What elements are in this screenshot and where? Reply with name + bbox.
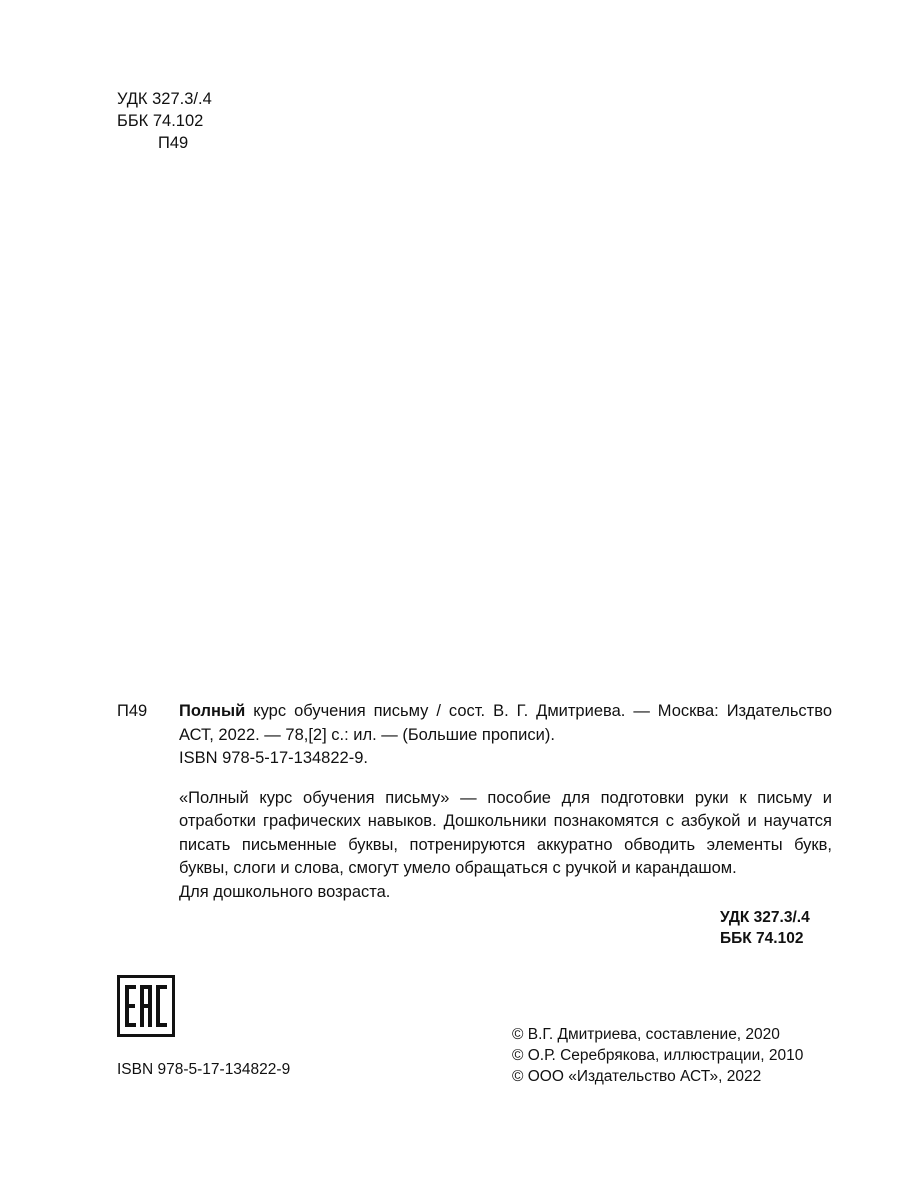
copyright-line: © В.Г. Дмитриева, составление, 2020 (512, 1026, 780, 1043)
udk-code: УДК 327.3/.4 (720, 909, 810, 926)
annotation: «Полный курс обучения письму» — пособие для подготовки руки к письму и отработки графических навыков. Дошкольники познакомятся с азбукой и научатся писать письменные буквы, потренируются аккуратно обводить элементы букв, буквы, слоги и слова, смогут умело обращаться с ручкой и карандашом. (179, 788, 832, 877)
title-bold: Полный (179, 702, 246, 720)
udk-code: УДК 327.3/.4 (117, 90, 212, 108)
isbn-bottom: ISBN 978-5-17-134822-9 (117, 1061, 291, 1078)
classification-block-top (117, 88, 212, 154)
isbn-line: ISBN 978-5-17-134822-9. (179, 749, 368, 767)
age-rating: Для дошкольного возраста. (179, 882, 391, 901)
bbk-code: ББК 74.102 (117, 112, 204, 130)
bbk-code: ББК 74.102 (720, 930, 804, 947)
copyright-line: © О.Р. Серебрякова, иллюстрации, 2010 (512, 1047, 804, 1064)
classification-block-bottom (720, 907, 810, 949)
author-mark: П49 (158, 134, 189, 152)
bibliographic-body (179, 700, 832, 904)
eac-mark-icon (117, 975, 175, 1037)
entry-text: курс обучения письму / сост. В. Г. Дмитриева. — Москва: Издательство АСТ, 2022. — 78,[2] с.: ил. — (Большие прописи). (179, 702, 832, 744)
bibliographic-entry (179, 700, 832, 747)
copyright-line: © ООО «Издательство АСТ», 2022 (512, 1068, 762, 1085)
copyright-block (512, 1024, 803, 1087)
bibliographic-record (117, 700, 832, 904)
author-mark: П49 (117, 702, 148, 720)
